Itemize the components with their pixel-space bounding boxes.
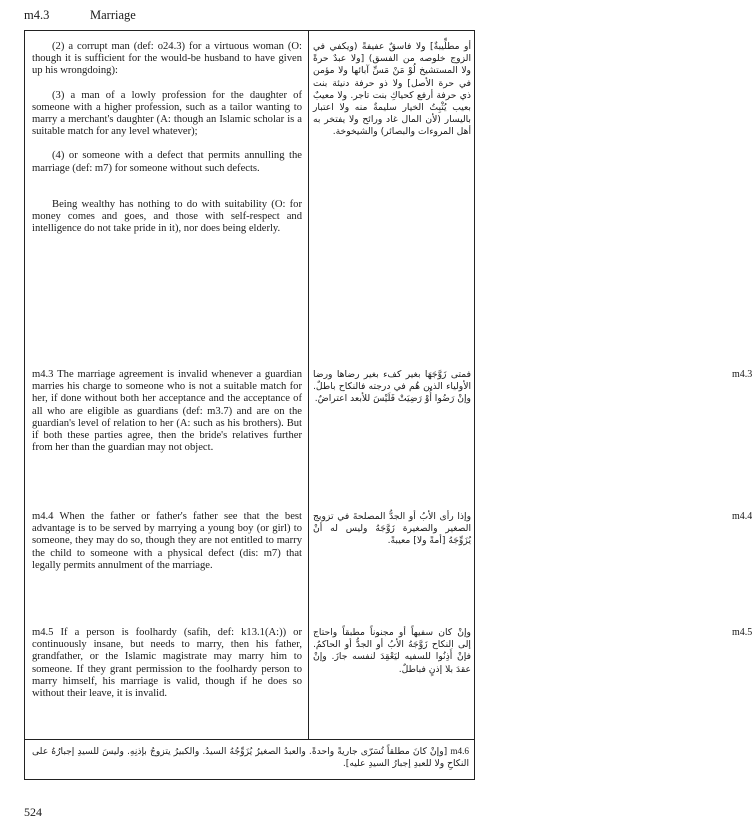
arabic-paragraph: أو مطلِّيبةٌ] ولا فاسقٌ عفيفةً (ويكفي في الزوج خلوصه من الفسق) [ولا عبدٌ حرةً ولا المستشيخ لُوْ مَنْ مَسِّ آبائها ولا مؤمن في حرة الأصل] ولا ذو حرفة دنيئة بنت ذي حرفة أرفع كحياكِ بنت تاجر. ولا معيبٌ بعيب يُثْبِتُ الخيار سليمةٌ منه ولا اعتبار باليسار (لأن المال غاد ورائح ولا يفتخر به أهل المروءات والبصائر) والشيخوخة.: [313, 41, 471, 138]
english-paragraph: m4.3 The marriage agreement is invalid whenever a guardian marries his charge to someone who is not a suitable match for her, if done without both her acceptance and the acceptance of all who are eligible as guardians (def: m3.7) and are on the guardian's level of relation to her (A: such as his brothers). But if both these parties agree, then the bride's relatives further from her than the guardian may not object.: [32, 369, 302, 454]
english-paragraph: m4.4 When the father or father's father see that the best advantage is to be served by marrying a young boy (or girl) to someone, they may do so, though they are not entitled to marry the child to someone with a physical defect (dis: m7) that legally permits annulment of the marriage.: [32, 511, 302, 571]
header-title: Marriage: [90, 8, 136, 22]
arabic-section-code: m4.4: [732, 511, 752, 522]
english-continuation: [32, 41, 302, 235]
arabic-section-code: m4.3: [732, 369, 752, 380]
section-rule: [25, 739, 474, 740]
arabic-paragraph: وإذا رأى الأبُ أو الجدُّ المصلحةَ في تزويج الصغير والصغيرة زَوَّجَهُ وليس له أنْ يُزَوِّجَهُ [أمةً ولا] معيبةً.: [313, 511, 471, 547]
arabic-section-m4-6: [32, 745, 469, 770]
english-paragraph: (2) a corrupt man (def: o24.3) for a virtuous woman (O: though it is sufficient for the would-be husband to have given up his wrongdoing):: [32, 41, 302, 77]
arabic-paragraph: [وإنْ كانَ مطلقاً تُسَرّى جاريةً واحدةً. والعبدُ الصغيرُ يُزَوِّجُهُ السيدُ. والكبيرُ يتزوجُ بإذنِهِ. وليسَ للسيدِ إجبارُهُ على النكاحِ ولا للعبدِ إجبارُ السيدِ عليه].: [32, 746, 469, 770]
arabic-section-m4-5: [313, 627, 752, 676]
column-divider: [308, 31, 309, 739]
arabic-section-code: m4.6: [450, 746, 470, 756]
arabic-section-m4-4: [313, 511, 752, 548]
english-paragraph: Being wealthy has nothing to do with suitability (O: for money comes and goes, and those with self-respect and intelligence do not take pride in it), nor does being elderly.: [32, 198, 302, 235]
arabic-section-m4-3: [313, 369, 752, 406]
arabic-continuation: [313, 41, 471, 139]
page-number: 524: [24, 805, 42, 819]
english-paragraph: (4) or someone with a defect that permits annulling the marriage (def: m7) for someone without such defects.: [32, 150, 302, 174]
english-section-m4-5: [32, 627, 302, 700]
page-header: [24, 8, 468, 24]
english-section-m4-3: [32, 369, 302, 454]
arabic-section-code: m4.5: [732, 627, 752, 638]
header-section-ref: m4.3: [24, 8, 50, 22]
english-paragraph: m4.5 If a person is foolhardy (safih, def: k13.1(A:)) or continuously insane, but needs to marry, then his father, grandfather, or the Islamic magistrate may marry him to someone. If they grant permission to the foolhardy person to marry himself, his marriage is valid, though if he does so without their leave, it is invalid.: [32, 627, 302, 700]
text-frame: [24, 30, 752, 780]
arabic-paragraph: فمتى زَوَّجَهَا بغير كفء بغير رضاها ورضا الأولياء الذين هُم في درجته فالنكاح باطلٌ. وإنْ رَضُوا أُوْ رَضِيَتْ فَلَيْسَ للأبعد اعتراضٌ.: [313, 369, 471, 405]
english-section-m4-4: [32, 511, 302, 572]
english-paragraph: (3) a man of a lowly profession for the daughter of someone with a higher profession, such as a tailor wanting to marry a merchant's daughter (A: though an Islamic scholar is a suitable match for any level whatever);: [32, 89, 302, 138]
arabic-paragraph: وإنْ كان سفيهاً أو مجنوناً مطبقاً واحتاج إلى النكاح زَوَّجَهُ الأبُ أو الجدُّ أو الحاكمُ. فإنْ أَذِنُوا للسفيه ليَعْقِدَ لنفسه جازَ. وإنْ عقدَ بلا إذنٍ فباطلٌ.: [313, 627, 471, 675]
